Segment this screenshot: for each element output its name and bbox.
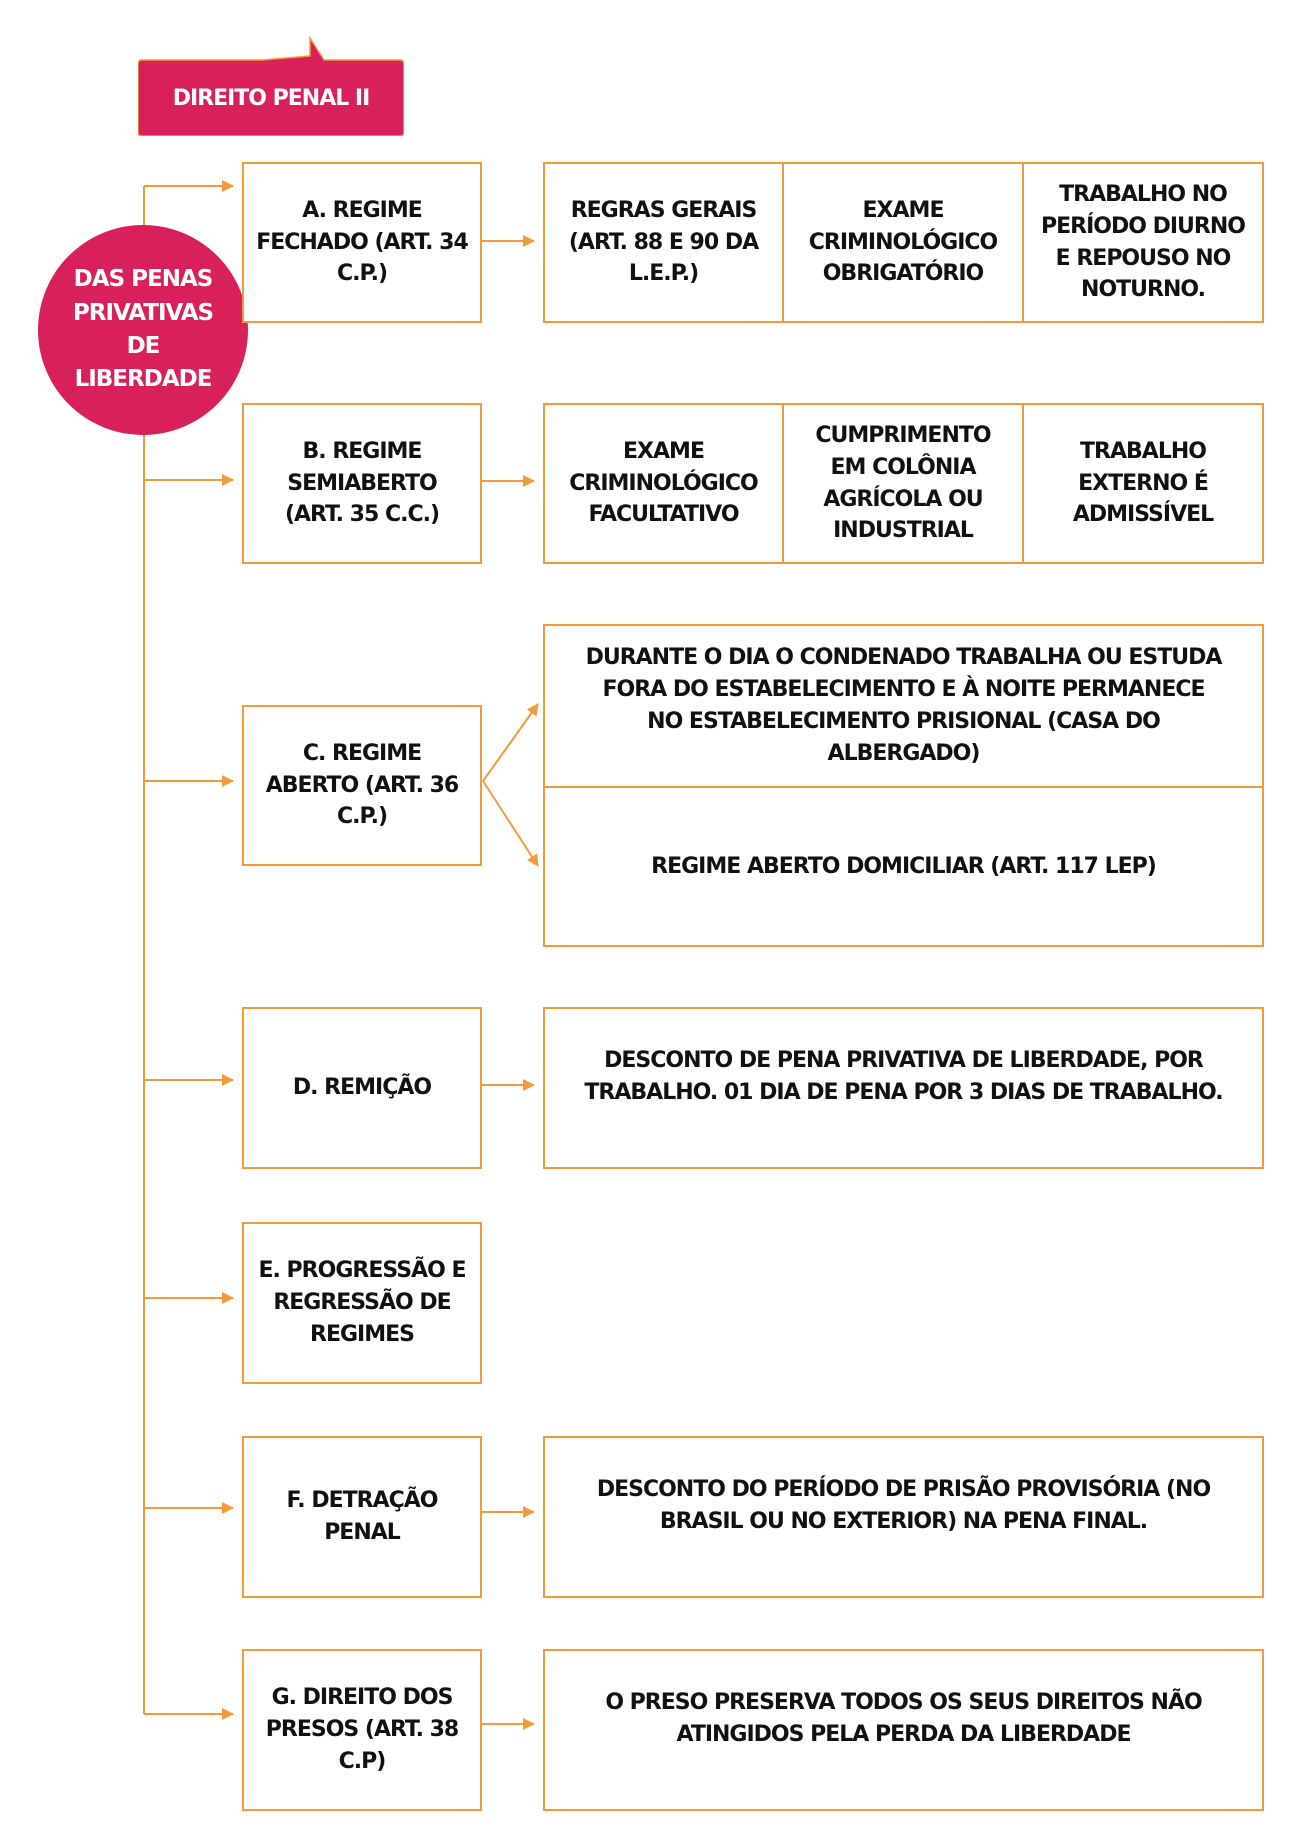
- detail-text-a-1: REGRAS GERAIS (ART. 88 E 90 DA L.E.P.): [568, 197, 759, 287]
- regime-node-c: [242, 705, 482, 866]
- regime-label-d: D. REMIÇÃO: [292, 1075, 432, 1101]
- regime-node-a: [242, 162, 482, 323]
- regime-node-g: [242, 1649, 482, 1811]
- regime-label-a: A. REGIME FECHADO (ART. 34 C.P.): [256, 197, 468, 287]
- detail-text-a-3: TRABALHO NO PERÍODO DIURNO E REPOUSO NO NOTURNO.: [1041, 181, 1245, 303]
- page-title: DIREITO PENAL II: [172, 85, 370, 111]
- detail-text-b-2: CUMPRIMENTO EM COLÔNIA AGRÍCOLA OU INDUSTRIAL: [815, 422, 991, 544]
- detail-box-d-1: [543, 1007, 1264, 1169]
- detail-box-b-1: [543, 403, 784, 564]
- arrow-c-detail-2: [483, 781, 538, 866]
- detail-text-f-1: DESCONTO DO PERÍODO DE PRISÃO PROVISÓRIA (NO BRASIL OU NO EXTERIOR) NA PENA FINAL.: [596, 1477, 1211, 1534]
- detail-box-a-3: [1022, 162, 1264, 323]
- arrow-c-detail-1: [483, 704, 538, 781]
- detail-box-c-1: [543, 624, 1264, 788]
- detail-text-c-1: DURANTE O DIA O CONDENADO TRABALHA OU ESTUDA FORA DO ESTABELECIMENTO E À NOITE PERMANECE NO ESTABELECIMENTO PRISIONAL (CASA DO ALBERGADO): [585, 645, 1222, 766]
- regime-label-c: C. REGIME ABERTO (ART. 36 C.P.): [265, 740, 459, 830]
- detail-box-a-1: [543, 162, 784, 323]
- regime-node-b: [242, 403, 482, 564]
- detail-text-b-3: TRABALHO EXTERNO É ADMISSÍVEL: [1072, 438, 1214, 528]
- detail-box-b-2: [782, 403, 1024, 564]
- detail-text-d-1: DESCONTO DE PENA PRIVATIVA DE LIBERDADE, POR TRABALHO. 01 DIA DE PENA POR 3 DIAS DE TRABALHO.: [584, 1048, 1223, 1105]
- regime-label-e: E. PROGRESSÃO E REGRESSÃO DE REGIMES: [258, 1258, 466, 1347]
- detail-text-c-2: REGIME ABERTO DOMICILIAR (ART. 117 LEP): [651, 853, 1156, 879]
- detail-box-a-2: [782, 162, 1024, 323]
- detail-box-f-1: [543, 1436, 1264, 1598]
- detail-box-b-3: [1022, 403, 1264, 564]
- title-tag: [138, 36, 404, 136]
- root-node-label: DAS PENAS PRIVATIVAS DE LIBERDADE: [72, 266, 214, 393]
- detail-text-b-1: EXAME CRIMINOLÓGICO FACULTATIVO: [569, 438, 758, 528]
- regime-node-e: [242, 1222, 482, 1384]
- detail-text-g-1: O PRESO PRESERVA TODOS OS SEUS DIREITOS NÃO ATINGIDOS PELA PERDA DA LIBERDADE: [605, 1690, 1202, 1747]
- detail-box-c-2: [543, 786, 1264, 947]
- regime-label-b: B. REGIME SEMIABERTO (ART. 35 C.C.): [284, 438, 440, 528]
- regime-node-f: [242, 1436, 482, 1598]
- detail-text-a-2: EXAME CRIMINOLÓGICO OBRIGATÓRIO: [808, 197, 998, 287]
- root-node-circle: [38, 225, 248, 435]
- regime-label-f: F. DETRAÇÃO PENAL: [286, 1488, 438, 1545]
- regime-node-d: [242, 1007, 482, 1169]
- regime-label-g: G. DIREITO DOS PRESOS (ART. 38 C.P): [265, 1685, 459, 1774]
- detail-box-g-1: [543, 1649, 1264, 1811]
